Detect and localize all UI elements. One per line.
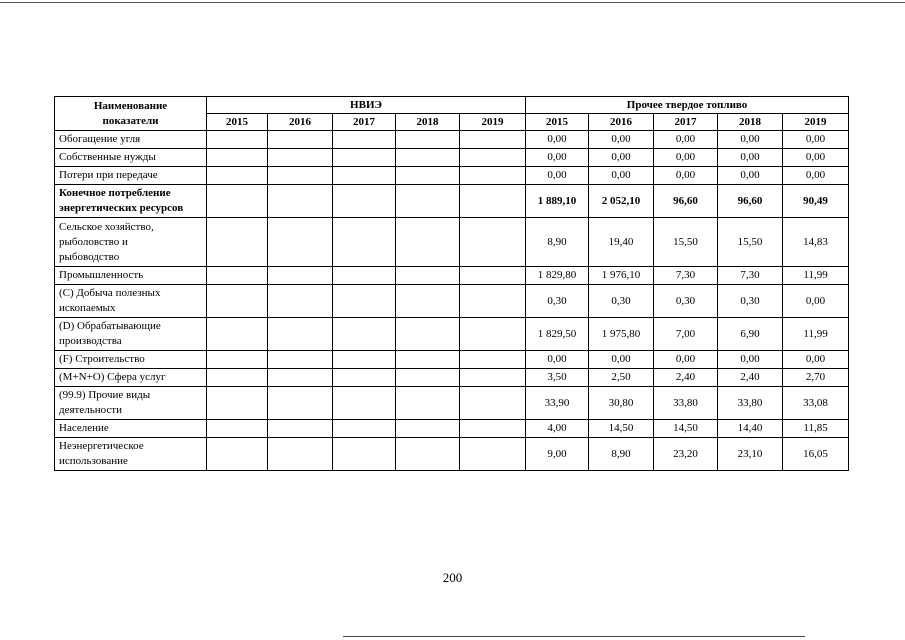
- other-solid-fuel-value-cell: 14,50: [589, 420, 654, 438]
- nvie-empty-cell: [460, 285, 526, 318]
- other-solid-fuel-value-cell: 0,00: [589, 167, 654, 185]
- nvie-empty-cell: [333, 131, 396, 149]
- other-solid-fuel-value-cell: 16,05: [783, 438, 849, 471]
- row-name-line: использование: [59, 455, 128, 467]
- nvie-empty-cell: [460, 387, 526, 420]
- other-solid-fuel-value-cell: 0,00: [654, 167, 718, 185]
- row-name-cell: [55, 218, 207, 267]
- nvie-empty-cell: [268, 318, 333, 351]
- table-body: [55, 131, 849, 471]
- header-year-other-2016: 2016: [589, 114, 654, 131]
- nvie-empty-cell: [396, 420, 460, 438]
- other-solid-fuel-value-cell: 7,00: [654, 318, 718, 351]
- table-row: [55, 420, 849, 438]
- nvie-empty-cell: [460, 318, 526, 351]
- other-solid-fuel-value-cell: 2 052,10: [589, 185, 654, 218]
- other-solid-fuel-value-cell: 1 829,50: [526, 318, 589, 351]
- nvie-empty-cell: [207, 420, 268, 438]
- other-solid-fuel-value-cell: 0,30: [718, 285, 783, 318]
- table-row: [55, 267, 849, 285]
- row-name-line: деятельности: [59, 404, 122, 416]
- nvie-empty-cell: [207, 167, 268, 185]
- other-solid-fuel-value-cell: 8,90: [589, 438, 654, 471]
- nvie-empty-cell: [460, 369, 526, 387]
- other-solid-fuel-value-cell: 0,00: [783, 167, 849, 185]
- row-name-cell: [55, 149, 207, 167]
- nvie-empty-cell: [268, 149, 333, 167]
- nvie-empty-cell: [396, 438, 460, 471]
- other-solid-fuel-value-cell: 0,00: [589, 351, 654, 369]
- header-year-nvie-2015: 2015: [207, 114, 268, 131]
- table-row: [55, 167, 849, 185]
- table-row: [55, 131, 849, 149]
- row-name-line: (С) Добыча полезных: [59, 287, 161, 299]
- row-name-line: Потери при передаче: [59, 169, 158, 181]
- other-solid-fuel-value-cell: 11,99: [783, 267, 849, 285]
- row-name-line: рыбоводство: [59, 250, 120, 263]
- nvie-empty-cell: [333, 369, 396, 387]
- other-solid-fuel-value-cell: 15,50: [718, 218, 783, 267]
- other-solid-fuel-value-cell: 0,00: [718, 167, 783, 185]
- row-name-line: ископаемых: [59, 302, 116, 314]
- nvie-empty-cell: [333, 420, 396, 438]
- other-solid-fuel-value-cell: 0,00: [526, 167, 589, 185]
- nvie-empty-cell: [268, 387, 333, 420]
- other-solid-fuel-value-cell: 2,70: [783, 369, 849, 387]
- nvie-empty-cell: [396, 351, 460, 369]
- row-name-line: Сельское хозяйство,: [59, 220, 154, 233]
- row-name-cell: [55, 369, 207, 387]
- other-solid-fuel-value-cell: 0,00: [589, 149, 654, 167]
- other-solid-fuel-value-cell: 33,90: [526, 387, 589, 420]
- nvie-empty-cell: [333, 149, 396, 167]
- row-name-line: рыболовство и: [59, 235, 128, 248]
- header-year-other-2017: 2017: [654, 114, 718, 131]
- other-solid-fuel-value-cell: 15,50: [654, 218, 718, 267]
- nvie-empty-cell: [207, 387, 268, 420]
- nvie-empty-cell: [207, 149, 268, 167]
- nvie-empty-cell: [207, 218, 268, 267]
- nvie-empty-cell: [460, 167, 526, 185]
- other-solid-fuel-value-cell: 0,00: [783, 351, 849, 369]
- header-group-nvie: НВИЭ: [207, 97, 526, 114]
- table-row: [55, 351, 849, 369]
- header-year-other-2019: 2019: [783, 114, 849, 131]
- row-name-cell: [55, 285, 207, 318]
- other-solid-fuel-value-cell: 0,00: [718, 351, 783, 369]
- nvie-empty-cell: [268, 369, 333, 387]
- nvie-empty-cell: [396, 149, 460, 167]
- nvie-empty-cell: [460, 131, 526, 149]
- table-container: [54, 96, 848, 471]
- other-solid-fuel-value-cell: 6,90: [718, 318, 783, 351]
- table-row: [55, 149, 849, 167]
- nvie-empty-cell: [396, 185, 460, 218]
- nvie-empty-cell: [460, 438, 526, 471]
- nvie-empty-cell: [207, 185, 268, 218]
- other-solid-fuel-value-cell: 0,30: [589, 285, 654, 318]
- other-solid-fuel-value-cell: 4,00: [526, 420, 589, 438]
- header-year-nvie-2019: 2019: [460, 114, 526, 131]
- other-solid-fuel-value-cell: 0,00: [783, 131, 849, 149]
- other-solid-fuel-value-cell: 0,00: [589, 131, 654, 149]
- other-solid-fuel-value-cell: 0,30: [526, 285, 589, 318]
- other-solid-fuel-value-cell: 0,00: [718, 149, 783, 167]
- header-year-nvie-2016: 2016: [268, 114, 333, 131]
- row-name-line: Промышленность: [59, 269, 144, 281]
- header-year-nvie-2017: 2017: [333, 114, 396, 131]
- row-name-line: производства: [59, 335, 122, 347]
- other-solid-fuel-value-cell: 0,00: [654, 149, 718, 167]
- row-name-cell: [55, 185, 207, 218]
- other-solid-fuel-value-cell: 19,40: [589, 218, 654, 267]
- nvie-empty-cell: [333, 285, 396, 318]
- nvie-empty-cell: [207, 131, 268, 149]
- row-name-cell: [55, 420, 207, 438]
- nvie-empty-cell: [207, 351, 268, 369]
- table-row: [55, 285, 849, 318]
- row-name-line: Неэнергетическое: [59, 440, 144, 452]
- nvie-empty-cell: [396, 131, 460, 149]
- table-row: [55, 318, 849, 351]
- other-solid-fuel-value-cell: 33,08: [783, 387, 849, 420]
- other-solid-fuel-value-cell: 0,00: [526, 351, 589, 369]
- nvie-empty-cell: [396, 369, 460, 387]
- nvie-empty-cell: [268, 351, 333, 369]
- nvie-empty-cell: [207, 438, 268, 471]
- other-solid-fuel-value-cell: 23,10: [718, 438, 783, 471]
- other-solid-fuel-value-cell: 14,83: [783, 218, 849, 267]
- other-solid-fuel-value-cell: 0,00: [783, 285, 849, 318]
- nvie-empty-cell: [460, 420, 526, 438]
- other-solid-fuel-value-cell: 0,00: [654, 351, 718, 369]
- header-name-line-2: показатели: [102, 114, 159, 127]
- nvie-empty-cell: [333, 185, 396, 218]
- row-name-cell: [55, 387, 207, 420]
- page-bottom-rule: [343, 636, 805, 637]
- row-name-cell: [55, 351, 207, 369]
- row-name-line: (M+N+O) Сфера услуг: [59, 371, 166, 383]
- nvie-empty-cell: [268, 285, 333, 318]
- other-solid-fuel-value-cell: 33,80: [718, 387, 783, 420]
- header-group-other-solid-fuel: Прочее твердое топливо: [526, 97, 849, 114]
- other-solid-fuel-value-cell: 1 976,10: [589, 267, 654, 285]
- nvie-empty-cell: [396, 267, 460, 285]
- nvie-empty-cell: [207, 285, 268, 318]
- nvie-empty-cell: [207, 318, 268, 351]
- other-solid-fuel-value-cell: 30,80: [589, 387, 654, 420]
- page-top-rule: [0, 2, 905, 3]
- nvie-empty-cell: [333, 387, 396, 420]
- row-name-line: Собственные нужды: [59, 151, 156, 163]
- nvie-empty-cell: [396, 285, 460, 318]
- other-solid-fuel-value-cell: 14,40: [718, 420, 783, 438]
- nvie-empty-cell: [460, 149, 526, 167]
- other-solid-fuel-value-cell: 1 889,10: [526, 185, 589, 218]
- header-year-nvie-2018: 2018: [396, 114, 460, 131]
- nvie-empty-cell: [207, 267, 268, 285]
- nvie-empty-cell: [268, 185, 333, 218]
- nvie-empty-cell: [460, 351, 526, 369]
- other-solid-fuel-value-cell: 2,40: [654, 369, 718, 387]
- row-name-line: Обогащение угля: [59, 133, 141, 145]
- row-name-cell: [55, 131, 207, 149]
- row-name-cell: [55, 267, 207, 285]
- nvie-empty-cell: [268, 420, 333, 438]
- row-name-line: энергетических ресурсов: [59, 202, 184, 214]
- nvie-empty-cell: [460, 218, 526, 267]
- other-solid-fuel-value-cell: 2,40: [718, 369, 783, 387]
- other-solid-fuel-value-cell: 0,30: [654, 285, 718, 318]
- other-solid-fuel-value-cell: 8,90: [526, 218, 589, 267]
- nvie-empty-cell: [396, 167, 460, 185]
- nvie-empty-cell: [333, 218, 396, 267]
- header-year-other-2015: 2015: [526, 114, 589, 131]
- other-solid-fuel-value-cell: 11,99: [783, 318, 849, 351]
- other-solid-fuel-value-cell: 0,00: [718, 131, 783, 149]
- row-name-line: (99.9) Прочие виды: [59, 389, 151, 401]
- nvie-empty-cell: [333, 438, 396, 471]
- other-solid-fuel-value-cell: 0,00: [654, 131, 718, 149]
- nvie-empty-cell: [268, 167, 333, 185]
- row-name-line: Население: [59, 422, 109, 434]
- other-solid-fuel-value-cell: 0,00: [783, 149, 849, 167]
- other-solid-fuel-value-cell: 1 829,80: [526, 267, 589, 285]
- header-year-other-2018: 2018: [718, 114, 783, 131]
- table-row: [55, 387, 849, 420]
- row-name-cell: [55, 318, 207, 351]
- row-name-line: (F) Строительство: [59, 353, 145, 365]
- table-row: [55, 438, 849, 471]
- nvie-empty-cell: [268, 131, 333, 149]
- nvie-empty-cell: [268, 218, 333, 267]
- other-solid-fuel-value-cell: 1 975,80: [589, 318, 654, 351]
- nvie-empty-cell: [460, 185, 526, 218]
- other-solid-fuel-value-cell: 23,20: [654, 438, 718, 471]
- nvie-empty-cell: [396, 318, 460, 351]
- other-solid-fuel-value-cell: 96,60: [654, 185, 718, 218]
- energy-balance-table: [54, 96, 849, 471]
- nvie-empty-cell: [396, 218, 460, 267]
- nvie-empty-cell: [207, 369, 268, 387]
- other-solid-fuel-value-cell: 7,30: [718, 267, 783, 285]
- row-name-line: (D) Обрабатывающие: [59, 320, 161, 332]
- table-row: [55, 369, 849, 387]
- other-solid-fuel-value-cell: 7,30: [654, 267, 718, 285]
- other-solid-fuel-value-cell: 3,50: [526, 369, 589, 387]
- nvie-empty-cell: [333, 267, 396, 285]
- table-row: [55, 185, 849, 218]
- other-solid-fuel-value-cell: 0,00: [526, 149, 589, 167]
- other-solid-fuel-value-cell: 96,60: [718, 185, 783, 218]
- other-solid-fuel-value-cell: 2,50: [589, 369, 654, 387]
- table-row: [55, 218, 849, 267]
- other-solid-fuel-value-cell: 14,50: [654, 420, 718, 438]
- other-solid-fuel-value-cell: 11,85: [783, 420, 849, 438]
- row-name-cell: [55, 438, 207, 471]
- nvie-empty-cell: [333, 318, 396, 351]
- header-name-col: [55, 97, 207, 131]
- other-solid-fuel-value-cell: 9,00: [526, 438, 589, 471]
- nvie-empty-cell: [396, 387, 460, 420]
- nvie-empty-cell: [333, 167, 396, 185]
- nvie-empty-cell: [268, 267, 333, 285]
- nvie-empty-cell: [268, 438, 333, 471]
- row-name-cell: [55, 167, 207, 185]
- nvie-empty-cell: [460, 267, 526, 285]
- header-name-line-1: Наименование: [93, 99, 168, 112]
- page-number: 200: [442, 570, 463, 585]
- other-solid-fuel-value-cell: 0,00: [526, 131, 589, 149]
- nvie-empty-cell: [333, 351, 396, 369]
- row-name-line: Конечное потребление: [59, 187, 171, 199]
- other-solid-fuel-value-cell: 33,80: [654, 387, 718, 420]
- other-solid-fuel-value-cell: 90,49: [783, 185, 849, 218]
